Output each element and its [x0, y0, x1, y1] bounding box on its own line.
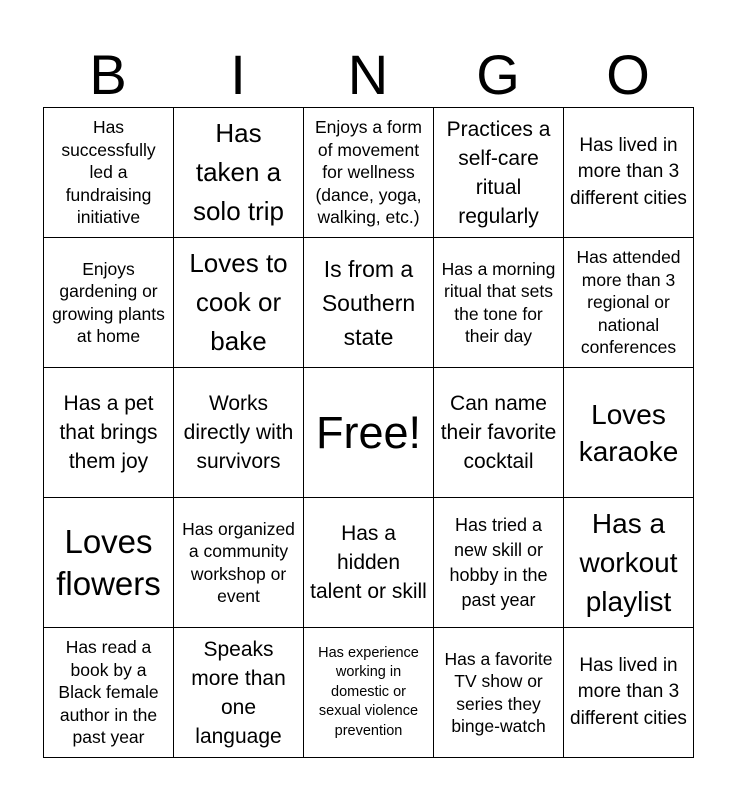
cell-text: Has a hidden talent or skill — [310, 522, 427, 603]
cell-text: Has lived in more than 3 different cities — [570, 654, 687, 729]
cell-text: Has a favorite TV show or series they binge-watch — [444, 648, 553, 736]
bingo-cell[interactable] — [44, 368, 174, 498]
bingo-cell[interactable] — [564, 368, 694, 498]
bingo-cell[interactable] — [564, 238, 694, 368]
bingo-cell[interactable] — [174, 368, 304, 498]
cell-text: Practices a self-care ritual regularly — [446, 117, 551, 228]
cell-text: Loves to cook or bake — [189, 248, 288, 356]
header-letter-i: I — [230, 43, 246, 106]
bingo-cell[interactable] — [304, 498, 434, 628]
bingo-cell[interactable] — [564, 108, 694, 238]
cell-text: Has organized a community workshop or event — [182, 518, 295, 606]
cell-text: Enjoys gardening or growing plants at home — [52, 258, 165, 346]
bingo-cell[interactable] — [434, 498, 564, 628]
cell-text: Enjoys a form of movement for wellness (dance, yoga, walking, etc.) — [315, 117, 422, 228]
header-letter-b: B — [89, 43, 127, 106]
bingo-cell[interactable] — [44, 238, 174, 368]
bingo-board — [43, 107, 694, 758]
bingo-cell[interactable] — [564, 628, 694, 758]
bingo-cell[interactable] — [44, 498, 174, 628]
cell-text: Has attended more than 3 regional or national conferences — [576, 247, 681, 358]
cell-text: Has read a book by a Black female author in the past year — [58, 637, 159, 748]
bingo-cell[interactable] — [434, 238, 564, 368]
cell-text: Has tried a new skill or hobby in the past year — [449, 514, 548, 610]
cell-text: Has a workout playlist — [579, 508, 678, 617]
bingo-cell[interactable] — [304, 238, 434, 368]
bingo-cell[interactable] — [434, 108, 564, 238]
bingo-cell[interactable] — [44, 628, 174, 758]
bingo-cell[interactable] — [564, 498, 694, 628]
header-letter-g: G — [476, 43, 520, 106]
cell-text: Has a pet that brings them joy — [59, 392, 158, 473]
cell-text: Can name their favorite cocktail — [440, 392, 557, 473]
bingo-cell[interactable] — [174, 108, 304, 238]
bingo-cell[interactable] — [174, 498, 304, 628]
header-letter-o: O — [606, 43, 650, 106]
cell-text: Has a morning ritual that sets the tone for their day — [441, 258, 556, 346]
cell-text: Loves karaoke — [578, 398, 679, 467]
cell-text: Works directly with survivors — [183, 392, 294, 473]
bingo-cell[interactable] — [44, 108, 174, 238]
cell-text: Has taken a solo trip — [192, 118, 285, 226]
bingo-cell[interactable] — [174, 628, 304, 758]
free-space-text: Free! — [315, 406, 422, 458]
bingo-cell[interactable] — [174, 238, 304, 368]
cell-text: Is from a Southern state — [321, 255, 416, 350]
cell-text: Loves flowers — [56, 522, 161, 602]
bingo-cell[interactable] — [304, 628, 434, 758]
bingo-header — [43, 44, 693, 106]
cell-text: Has lived in more than 3 different cities — [570, 134, 687, 209]
cell-text: Has experience working in domestic or sexual violence prevention — [318, 644, 419, 739]
header-letter-n: N — [347, 43, 389, 106]
bingo-cell[interactable] — [434, 368, 564, 498]
cell-text: Speaks more than one language — [191, 637, 286, 748]
free-space-cell[interactable] — [304, 368, 434, 498]
bingo-cell[interactable] — [434, 628, 564, 758]
bingo-cell[interactable] — [304, 108, 434, 238]
cell-text: Has successfully led a fundraising initiative — [61, 117, 156, 228]
